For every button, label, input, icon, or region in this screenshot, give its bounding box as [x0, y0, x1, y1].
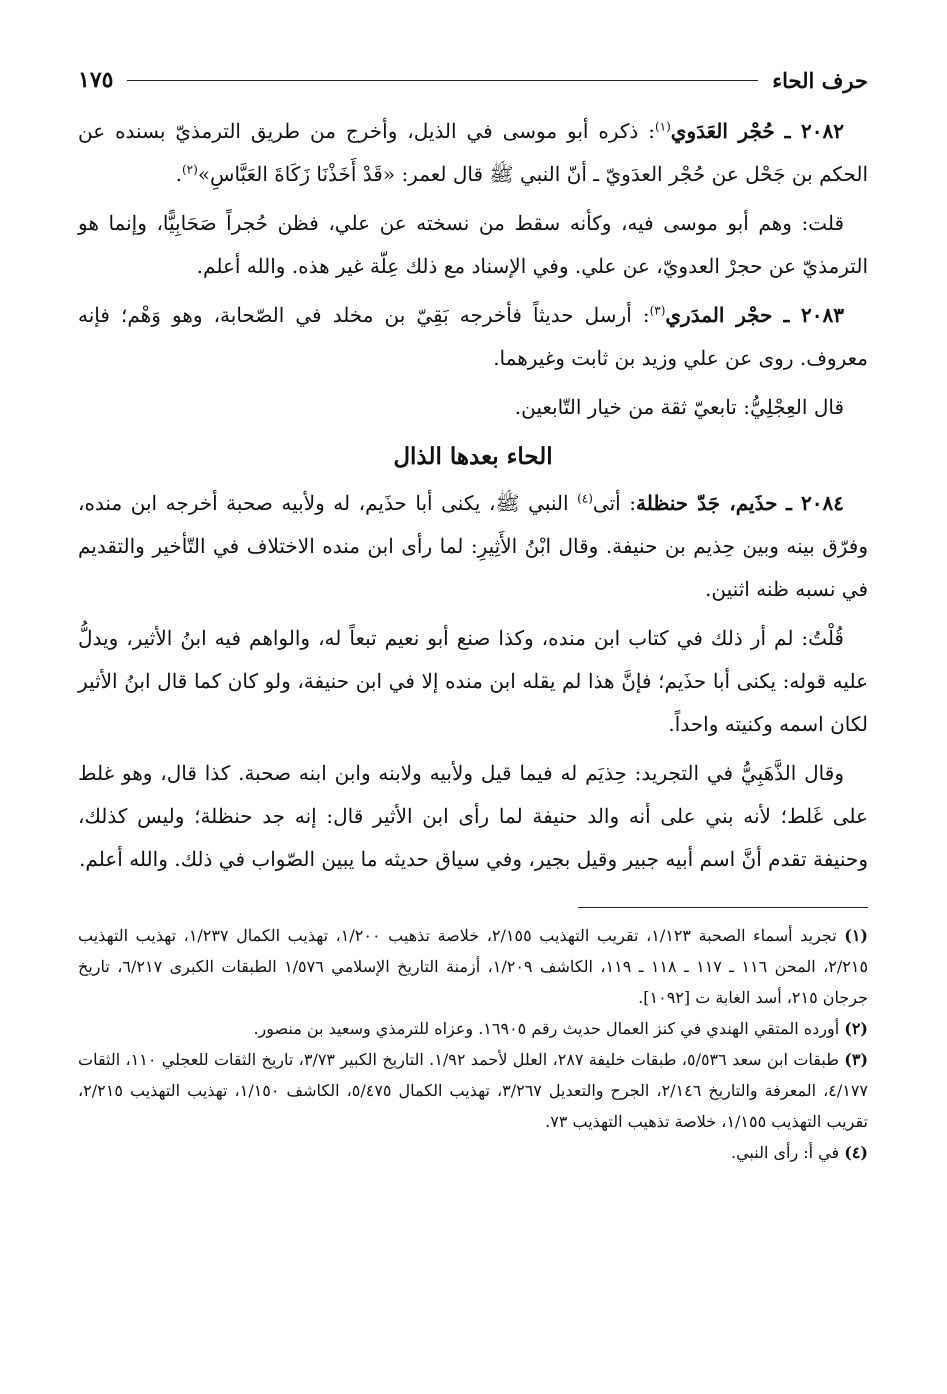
footnote	[78, 1013, 868, 1044]
entry-name: حذَيم، جَدّ حنظلة	[635, 491, 778, 515]
footnote	[78, 1044, 868, 1137]
paragraph: قال العِجْلِيُّ: تابعيّ ثقة من خيار التّابعين.	[514, 395, 844, 419]
entry-number: ٢٠٨٤ ـ	[786, 491, 845, 515]
entry-end: .	[175, 162, 182, 186]
footnote-ref: (٣)	[649, 303, 666, 318]
footnote-text: أورده المتقي الهندي في كنز العمال حديث رقم ١٦٩٠٥. وعزاه للترمذي وسعيد بن منصور.	[253, 1019, 840, 1038]
entry-name: حجْر المدَري	[665, 303, 773, 327]
header-rule	[127, 80, 758, 81]
footnote-number: (٣)	[844, 1050, 869, 1069]
footnote-number: (٢)	[844, 1019, 868, 1038]
footnote-ref: (٤)	[577, 491, 593, 506]
footnote-ref: (١)	[654, 119, 671, 134]
running-header	[78, 60, 868, 100]
footnote	[78, 1137, 868, 1168]
footnote-ref: (٢)	[181, 162, 198, 177]
entry-text: النبي ﷺ، يكنى أبا حذَيم، له ولأبيه صحبة أخرجه ابن منده، وفرّق بينه وبين حِذيم بن حنيفة. وقال ابْنُ الأَثِيرِ: لما رأى ابن منده الاختلاف في التّأخير والتقديم في نسبه ظنه اثنين.	[78, 491, 868, 601]
section-title: الحاء بعدها الذال	[393, 443, 553, 470]
entry-name: حُجْر العَدَوي	[670, 119, 775, 143]
main-text	[78, 110, 868, 881]
footnote	[78, 920, 868, 1013]
entry-2082	[78, 110, 868, 196]
entry-2083	[78, 294, 868, 380]
entry-text: : أتى	[592, 491, 636, 515]
footnote-text: تجريد أسماء الصحبة ١/١٢٣، تقريب التهذيب ٢/١٥٥، خلاصة تذهيب ١/٢٠٠، تهذيب الكمال ١/٢٣٧، تهذيب التهذيب ٢/٢١٥، المحن ١١٦ ـ ١١٧ ـ ١١٨ ـ ١١٩، الكاشف ١/٢٠٩، أزمنة التاريخ الإسلامي ١/٥٧٦ الطبقات الكبرى ٦/٢١٧، تاريخ جرجان ٢١٥، أسد الغابة ت [١٠٩٢].	[78, 926, 869, 1007]
paragraph: قلت: وهم أبو موسى فيه، وكأنه سقط من نسخته عن علي، فظن حُجراً صَحَابِيًّا، وإنما هو الترمذيّ عن حجرْ العدويّ، عن علي. وفي الإسناد مع ذلك عِلّة غير هذه. والله أعلم.	[78, 211, 868, 278]
paragraph: وقال الذَّهَبِيُّ في التجريد: حِذيَم له فيما قيل ولأبيه ولابنه وابن ابنه صحبة. كذا قال، وهو غلط على غَلط؛ لأنه بني على أنه والد حنيفة لما رأى ابن الأثير قال: إنه جد حنظلة؛ وليس كذلك، وحنيفة تقدم أنَّ اسم أبيه جبير وقيل بجير، وفي سياق حديثه ما يبين الصّواب في ذلك. والله أعلم.	[78, 761, 868, 871]
paragraph: قُلْتُ: لم أر ذلك في كتاب ابن منده، وكذا صنع أبو نعيم تبعاً له، والواهم فيه ابنُ الأثير، ويدلُّ عليه قوله: يكنى أبا حذَيم؛ فإنَّ هذا لم يقله ابن منده إلا في ابن حنيفة، ولو كان كما قال ابنُ الأثير لكان اسمه وكنيته واحداً.	[78, 626, 868, 736]
book-page	[78, 60, 868, 1168]
footnote-number: (٤)	[844, 1143, 868, 1162]
entry-number: ٢٠٨٣ ـ	[783, 303, 845, 327]
entry-text: : أرسل حديثاً فأخرجه بَقِيّ بن مخلد في الصّحابة، وهو وَهْم؛ فإنه معروف. روى عن علي وزيد بن ثابت وغيرهما.	[78, 303, 868, 370]
footnote-text: طبقات ابن سعد ٥/٥٣٦، طبقات خليفة ٢٨٧، العلل لأحمد ١/٩٢. التاريخ الكبير ٣/٧٣، تاريخ الثقات للعجلي ١١٠، الثقات ٤/١٧٧، المعرفة والتاريخ ٢/١٤٦، الجرح والتعديل ٣/٢٦٧، تهذيب الكمال ٥/٤٧٥، الكاشف ١/١٥٠، تهذيب التهذيب ٢/٢١٥، تقريب التهذيب ١/١٥٥، خلاصة تذهيب التهذيب ٧٣.	[78, 1050, 868, 1131]
entry-number: ٢٠٨٢ ـ	[784, 119, 844, 143]
entry-text: : ذكره أبو موسى في الذيل، وأخرج من طريق الترمذيّ بسنده عن الحكم بن جَحْل عن حُجْر العدَويّ ـ أنّ النبي ﷺ قال لعمر: «قَدْ أَخَذْنَا زَكَاةَ العَبَّاسِ»	[78, 119, 868, 186]
running-title: حرف الحاء	[772, 67, 868, 93]
page-number: ١٧٥	[78, 67, 114, 93]
footnotes	[78, 920, 868, 1168]
footnote-separator	[578, 907, 868, 908]
footnote-text: في أ: رأى النبي.	[730, 1143, 840, 1162]
footnote-number: (١)	[844, 926, 868, 945]
entry-2084	[78, 482, 868, 611]
